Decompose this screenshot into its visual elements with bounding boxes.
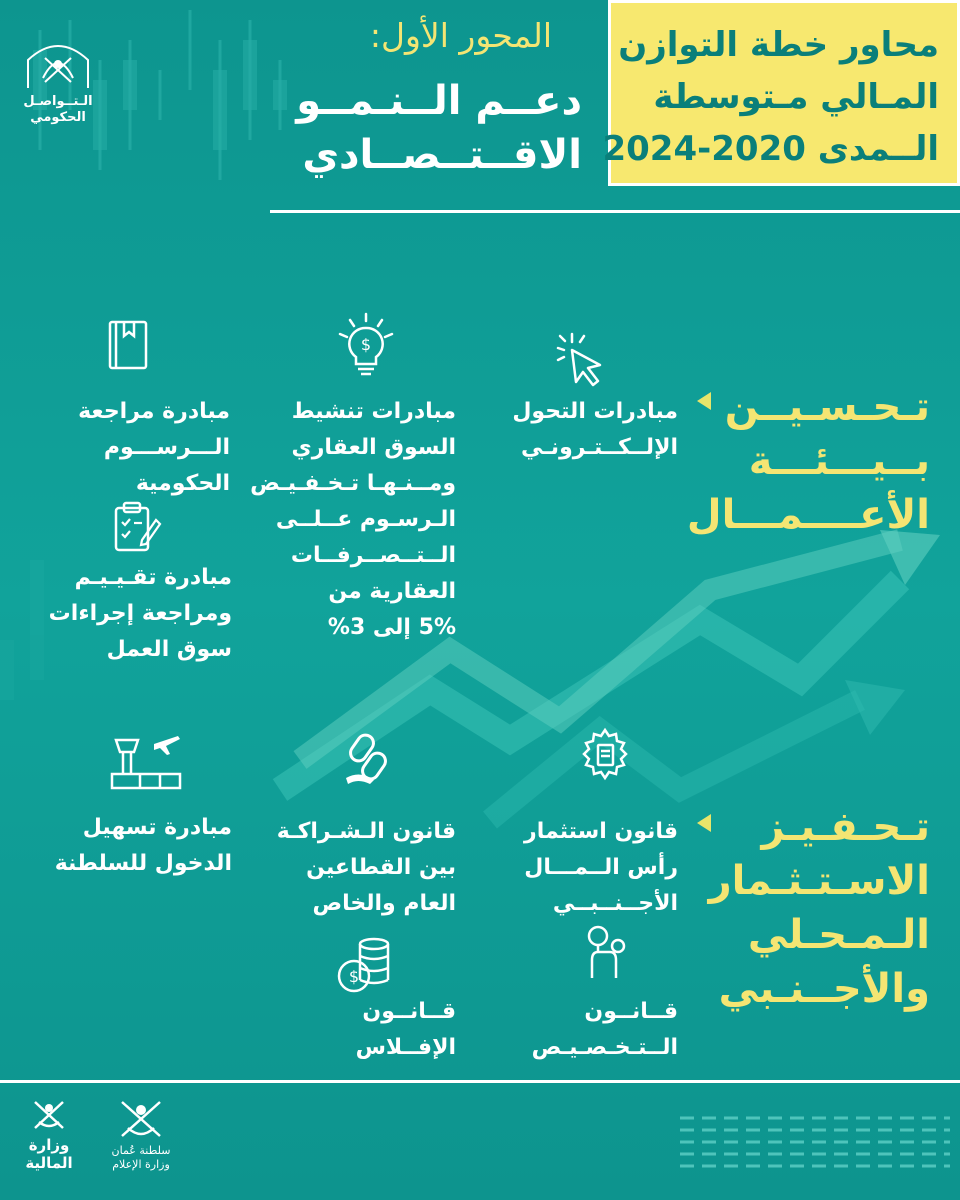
section1-title (687, 380, 930, 542)
item-line: 5% إلى 3% (327, 615, 456, 640)
coin-stack-icon (334, 934, 394, 994)
section1-title-line: بــيـــئـــة (748, 438, 930, 484)
ministry-information-text: سلطنة عُمان (111, 1144, 171, 1157)
oman-emblem-icon (23, 38, 93, 90)
item-line: الإلــكــتـرونـي (521, 435, 678, 460)
section2-title-line: تـحـفـيـز (761, 804, 930, 850)
airport-plane-icon (110, 730, 184, 792)
item-line: مبادرة تقـيـيـم (74, 565, 232, 590)
section1-title-line: تـحـسـيــن (724, 384, 930, 430)
plan-title-line: محاور خطة التوازن (618, 25, 939, 65)
plan-title-line: المـالي مـتوسطة (653, 77, 939, 117)
chain-link-icon (340, 730, 396, 786)
item-line: الدخول للسلطنة (54, 851, 232, 876)
ministry-finance-text: وزارة (28, 1136, 70, 1154)
item-line: الأجــنــبــي (552, 891, 678, 916)
item-line: الـرسـوم عــلــى (275, 507, 456, 532)
item-line: قــانــون (362, 999, 456, 1024)
hand-gears-icon (578, 922, 634, 980)
gov-communication-logo (18, 38, 98, 126)
axis-label: المحور الأول: (369, 16, 552, 55)
initiative-real-estate (250, 394, 456, 646)
axis-title-line: دعــم الــنـمــو (296, 78, 582, 124)
clipboard-pen-icon (112, 500, 162, 554)
item-line: قانون استثمار (524, 819, 678, 844)
logo-text-line: الحكومي (30, 110, 86, 125)
law-foreign-investment (524, 814, 678, 922)
item-line: الإفــلاس (355, 1035, 456, 1060)
item-line: ومــنـهـا تـخـفـيـض (250, 471, 456, 496)
item-line: سوق العمل (106, 637, 232, 662)
law-public-private-partnership (277, 814, 456, 922)
plan-title-line: الــمدى 2020-2024 (602, 129, 939, 169)
law-bankruptcy (356, 994, 456, 1066)
item-line: العام والخاص (312, 891, 456, 916)
item-line: الحكومية (135, 471, 230, 496)
item-line: قانون الـشـراكـة (276, 819, 456, 844)
ministry-finance-logo (24, 1096, 74, 1172)
item-line: الــتـخـصـيـص (531, 1035, 678, 1060)
item-line: العقارية من (328, 579, 456, 604)
item-line: قــانــون (584, 999, 678, 1024)
initiative-e-transformation (512, 394, 678, 466)
item-line: الــتــصــرفــات (290, 543, 456, 568)
book-icon (106, 318, 150, 374)
item-line: مبادرة تسهيل (82, 815, 232, 840)
initiative-labor-market (49, 560, 232, 668)
item-line: الـــرســـوم (103, 435, 230, 460)
header-divider (270, 210, 960, 213)
svg-text:$: $ (360, 335, 372, 354)
item-line: السوق العقاري (291, 435, 456, 460)
ministry-information-text: وزارة الإعلام (112, 1158, 170, 1171)
section2-title (709, 800, 930, 1016)
plan-title-box (602, 0, 960, 186)
section2-title-line: الـمـحـلي (747, 912, 930, 958)
footer-decorative-dashes (680, 1112, 950, 1172)
section1-title-line: الأعــــمـــال (686, 492, 930, 538)
ministry-finance-text: المالية (25, 1154, 73, 1172)
svg-text:$: $ (348, 967, 360, 986)
item-line: مبادرات التحول (512, 399, 678, 424)
gear-document-icon (576, 726, 634, 784)
item-line: مبادرة مراجعة (78, 399, 230, 424)
item-line: رأس الــمـــال (524, 855, 678, 880)
item-line: بين القطاعين (306, 855, 456, 880)
cursor-click-icon (552, 330, 608, 390)
ministry-information-logo (98, 1096, 184, 1172)
section2-title-line: الاسـتـثـمار (708, 858, 930, 904)
section2-title-line: والأجــنـبي (718, 966, 930, 1012)
axis-title-line: الاقــتــصــادي (302, 132, 582, 178)
footer-divider (0, 1080, 960, 1083)
law-privatization (532, 994, 678, 1066)
initiative-entry-facilitation (55, 810, 232, 882)
initiative-government-fees (78, 394, 230, 502)
logo-text-line: الـتــواصـل (23, 94, 93, 109)
item-line: مبادرات تنشيط (291, 399, 456, 424)
oman-emblem-icon (29, 1096, 69, 1132)
oman-emblem-icon (116, 1096, 166, 1140)
lightbulb-dollar-icon (336, 312, 396, 382)
item-line: ومراجعة إجراءات (48, 601, 232, 626)
